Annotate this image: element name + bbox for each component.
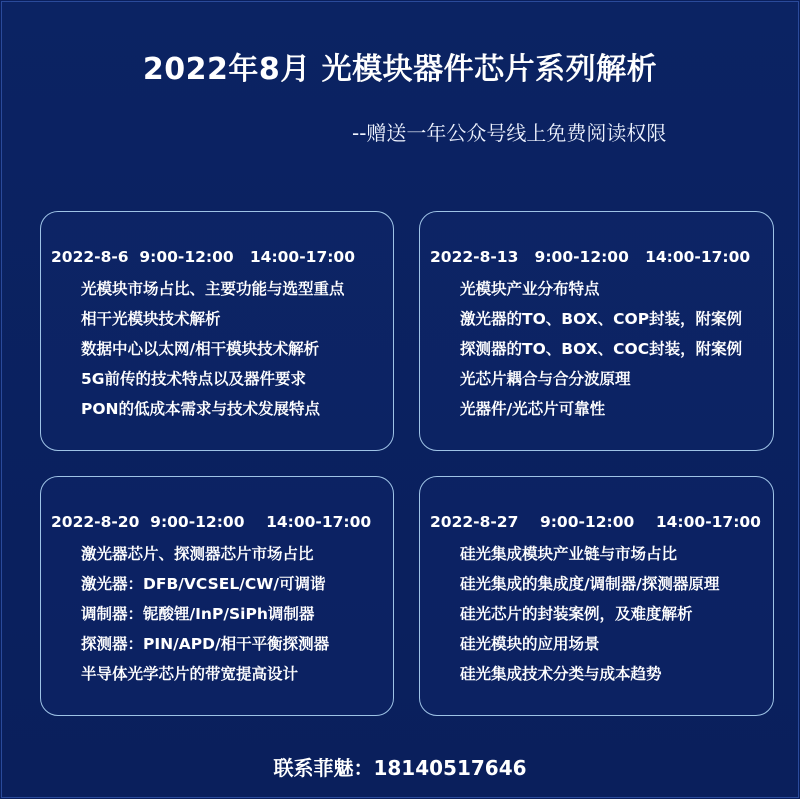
topic-list [81, 543, 329, 693]
topic-item: PON的低成本需求与技术发展特点 [81, 400, 321, 418]
topic-item: 激光器：DFB/VCSEL/CW/可调谐 [81, 575, 326, 593]
topic-item: 5G前传的技术特点以及器件要求 [81, 370, 307, 388]
topic-list [81, 278, 345, 428]
topic-item: 光模块市场占比、主要功能与选型重点 [81, 280, 345, 298]
session-date: 2022-8-13 9:00-12:00 14:00-17:00 [430, 248, 751, 266]
topic-item: 硅光模块的应用场景 [460, 635, 600, 653]
topic-item: 半导体光学芯片的带宽提高设计 [81, 665, 299, 683]
page-title: 2022年8月 光模块器件芯片系列解析 [142, 52, 658, 87]
session-card-2 [419, 211, 774, 451]
topic-list [460, 278, 742, 428]
topic-item: 硅光集成模块产业链与市场占比 [460, 545, 678, 563]
topic-item: 光芯片耦合与合分波原理 [460, 370, 631, 388]
topic-item: 探测器：PIN/APD/相干平衡探测器 [81, 635, 330, 653]
topic-item: 激光器芯片、探测器芯片市场占比 [81, 545, 314, 563]
topic-item: 硅光集成技术分类与成本趋势 [460, 665, 662, 683]
session-card-4 [419, 476, 774, 716]
topic-item: 调制器：铌酸锂/InP/SiPh调制器 [81, 605, 315, 623]
contact-info: 联系菲魅：18140517646 [273, 756, 527, 780]
session-date: 2022-8-27 9:00-12:00 14:00-17:00 [430, 513, 761, 531]
topic-item: 光模块产业分布特点 [460, 280, 600, 298]
topic-item: 光器件/光芯片可靠性 [460, 400, 606, 418]
session-card-3 [40, 476, 394, 716]
topic-item: 激光器的TO、BOX、COP封装，附案例 [460, 310, 743, 328]
session-date: 2022-8-6 9:00-12:00 14:00-17:00 [51, 248, 355, 266]
topic-item: 探测器的TO、BOX、COC封装，附案例 [460, 340, 743, 358]
topic-list [460, 543, 719, 693]
topic-item: 硅光芯片的封装案例，及难度解析 [460, 605, 693, 623]
session-date: 2022-8-20 9:00-12:00 14:00-17:00 [51, 513, 372, 531]
page-subtitle: --赠送一年公众号线上免费阅读权限 [352, 121, 667, 145]
topic-item: 数据中心以太网/相干模块技术解析 [81, 340, 320, 358]
topic-item: 硅光集成的集成度/调制器/探测器原理 [460, 575, 720, 593]
topic-item: 相干光模块技术解析 [81, 310, 221, 328]
session-card-1 [40, 211, 394, 451]
